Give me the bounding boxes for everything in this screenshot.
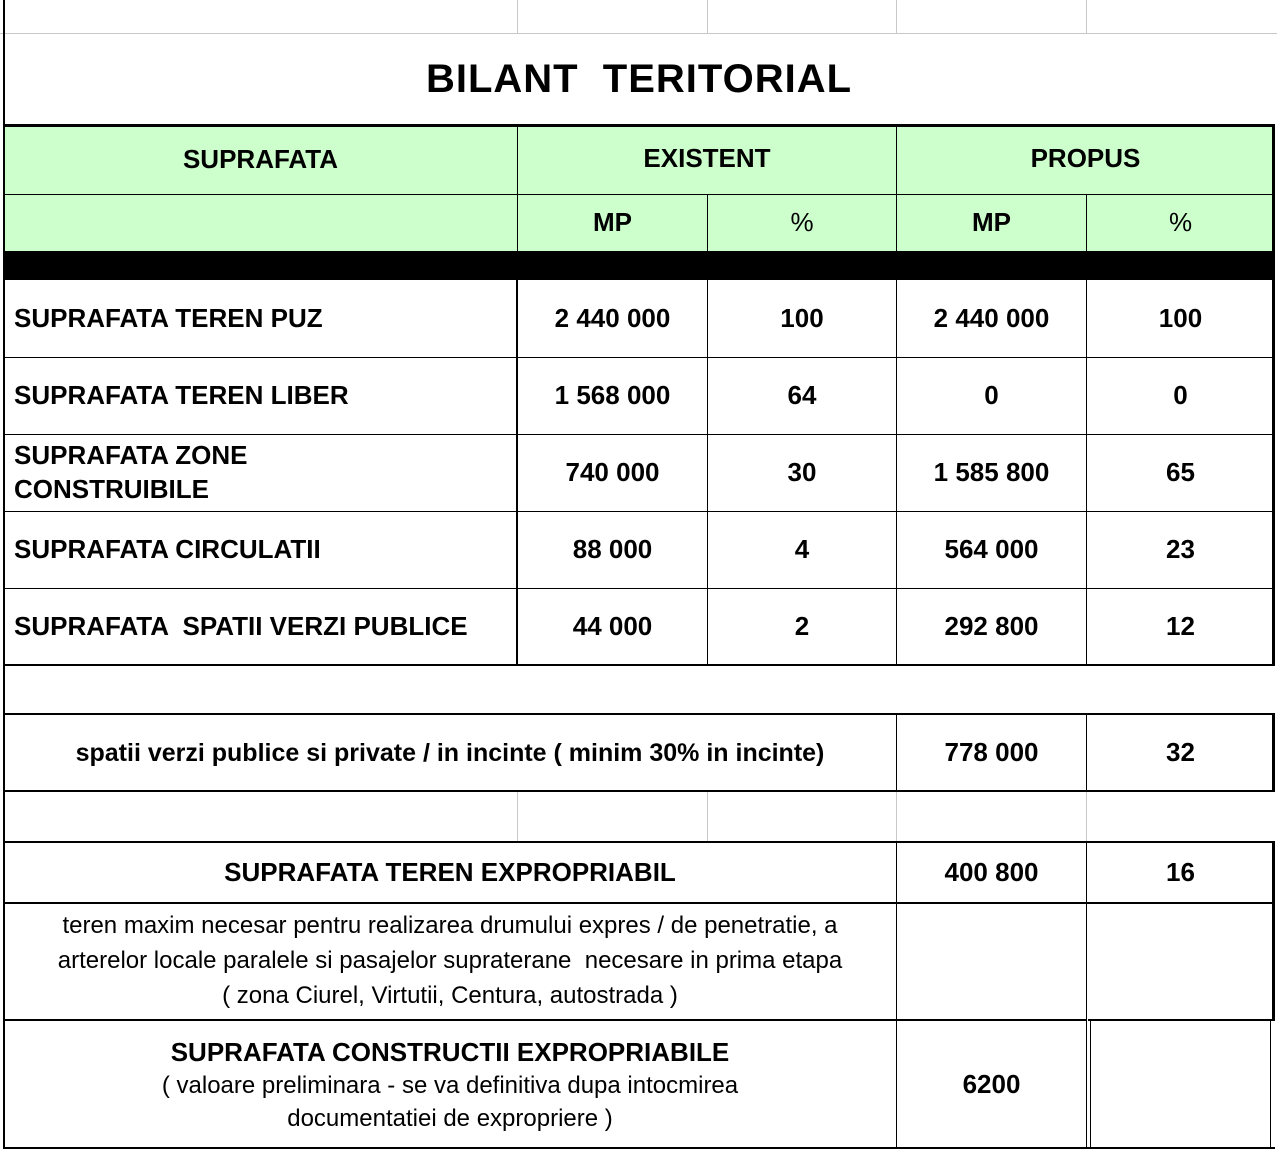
row-construibile-existing-mp: 740 000 — [565, 457, 660, 488]
row-liber-existing-percent: 64 — [787, 380, 817, 411]
header-existing-percent: % — [790, 207, 814, 238]
border — [3, 713, 1275, 715]
row-circulatii-proposed-mp: 564 000 — [944, 534, 1039, 565]
row-construibile-existing-percent: 30 — [787, 457, 817, 488]
border — [1090, 1019, 1091, 1149]
header-existing-mp: MP — [593, 207, 632, 238]
row-puz-proposed-percent: 100 — [1158, 303, 1203, 334]
row-liber-proposed-mp: 0 — [984, 380, 999, 411]
border — [707, 194, 708, 251]
row-puz-existing-percent: 100 — [780, 303, 824, 334]
row-label-circulatii: SUPRAFATA CIRCULATII — [14, 534, 321, 565]
border — [1086, 713, 1087, 791]
border — [896, 841, 897, 1149]
row-label-construibile-line2: CONSTRUIBILE — [14, 474, 209, 504]
expropriable-land-label: SUPRAFATA TEREN EXPROPRIABIL — [224, 856, 676, 887]
border — [1088, 1019, 1275, 1021]
border — [3, 588, 1275, 589]
gridline — [896, 0, 897, 33]
expropriable-land-note-line3: ( zona Ciurel, Virtutii, Centura, autostrada ) — [222, 981, 678, 1009]
border — [3, 1019, 1087, 1021]
row-label-construibile-line1: SUPRAFATA ZONE — [14, 440, 248, 471]
row-puz-existing-mp: 2 440 000 — [554, 303, 671, 334]
border — [896, 124, 897, 251]
expropriable-land-note-line1: teren maxim necesar pentru realizarea drumului expres / de penetratie, a — [62, 912, 838, 940]
border — [3, 790, 1275, 792]
row-liber-proposed-percent: 0 — [1173, 380, 1188, 411]
header-proposed: PROPUS — [1030, 143, 1141, 174]
green-spaces-label: spatii verzi publice si private / in incinte ( minim 30% in incinte) — [75, 738, 825, 767]
row-construibile-proposed-percent: 65 — [1166, 457, 1195, 488]
row-spatii-verzi-existing-percent: 2 — [794, 611, 810, 642]
green-spaces-percent: 32 — [1166, 737, 1195, 768]
expropriable-land-note-line2: arterelor locale paralele si pasajelor supraterane necesare in prima etapa — [57, 947, 843, 975]
border — [3, 511, 1275, 512]
gridline — [1086, 0, 1087, 33]
border — [3, 434, 1275, 435]
header-existing: EXISTENT — [643, 143, 771, 174]
expropriable-land-note — [4, 904, 896, 1019]
border — [3, 841, 1275, 843]
header-surface: SUPRAFATA — [182, 144, 339, 175]
border — [517, 124, 518, 251]
row-circulatii-proposed-percent: 23 — [1166, 534, 1195, 565]
border — [1272, 713, 1275, 792]
gridline — [1086, 792, 1087, 841]
row-spatii-verzi-existing-mp: 44 000 — [572, 611, 653, 642]
row-label-liber: SUPRAFATA TEREN LIBER — [14, 380, 349, 411]
border — [3, 902, 1275, 904]
row-circulatii-existing-mp: 88 000 — [572, 534, 653, 565]
expropriable-buildings-note-line1: ( valoare preliminara - se va definitiva dupa intocmirea — [161, 1072, 739, 1100]
border — [3, 357, 1275, 358]
gridline — [517, 792, 518, 841]
expropriable-land-mp: 400 800 — [944, 857, 1039, 888]
row-spatii-verzi-proposed-mp: 292 800 — [944, 611, 1039, 642]
border — [707, 280, 708, 665]
gridline — [707, 0, 708, 33]
row-spatii-verzi-proposed-percent: 12 — [1166, 611, 1195, 642]
row-puz-proposed-mp: 2 440 000 — [933, 303, 1050, 334]
border — [896, 280, 897, 665]
green-spaces-mp: 778 000 — [944, 737, 1039, 768]
gridline — [517, 0, 518, 33]
border — [1086, 280, 1087, 665]
expropriable-land-percent: 16 — [1166, 857, 1195, 888]
gridline — [707, 792, 708, 841]
border — [3, 664, 1275, 666]
border — [3, 0, 5, 1149]
border — [3, 124, 1275, 127]
row-label-puz: SUPRAFATA TEREN PUZ — [14, 303, 323, 334]
border — [896, 713, 897, 791]
row-circulatii-existing-percent: 4 — [794, 534, 810, 565]
border — [1086, 194, 1087, 251]
border — [1086, 841, 1087, 1149]
border — [1272, 124, 1275, 666]
border — [516, 280, 518, 665]
header-proposed-percent: % — [1168, 207, 1193, 238]
row-label-spatii-verzi: SUPRAFATA SPATII VERZI PUBLICE — [14, 611, 468, 642]
row-label-construibile — [4, 435, 517, 511]
header-proposed-mp: MP — [972, 207, 1011, 238]
border — [3, 194, 1275, 195]
border — [1270, 1019, 1271, 1149]
row-construibile-proposed-mp: 1 585 800 — [933, 457, 1050, 488]
expropriable-buildings-mp: 6200 — [962, 1069, 1021, 1100]
expropriable-buildings — [4, 1021, 896, 1149]
page-title: BILANT TERITORIAL — [425, 57, 853, 101]
gridline — [896, 792, 897, 841]
row-liber-existing-mp: 1 568 000 — [554, 380, 671, 411]
separator-bar — [4, 251, 1274, 280]
expropriable-buildings-label: SUPRAFATA CONSTRUCTII EXPROPRIABILE — [170, 1037, 730, 1068]
border — [1272, 841, 1275, 1021]
expropriable-buildings-note-line2: documentatiei de expropriere ) — [287, 1104, 613, 1132]
